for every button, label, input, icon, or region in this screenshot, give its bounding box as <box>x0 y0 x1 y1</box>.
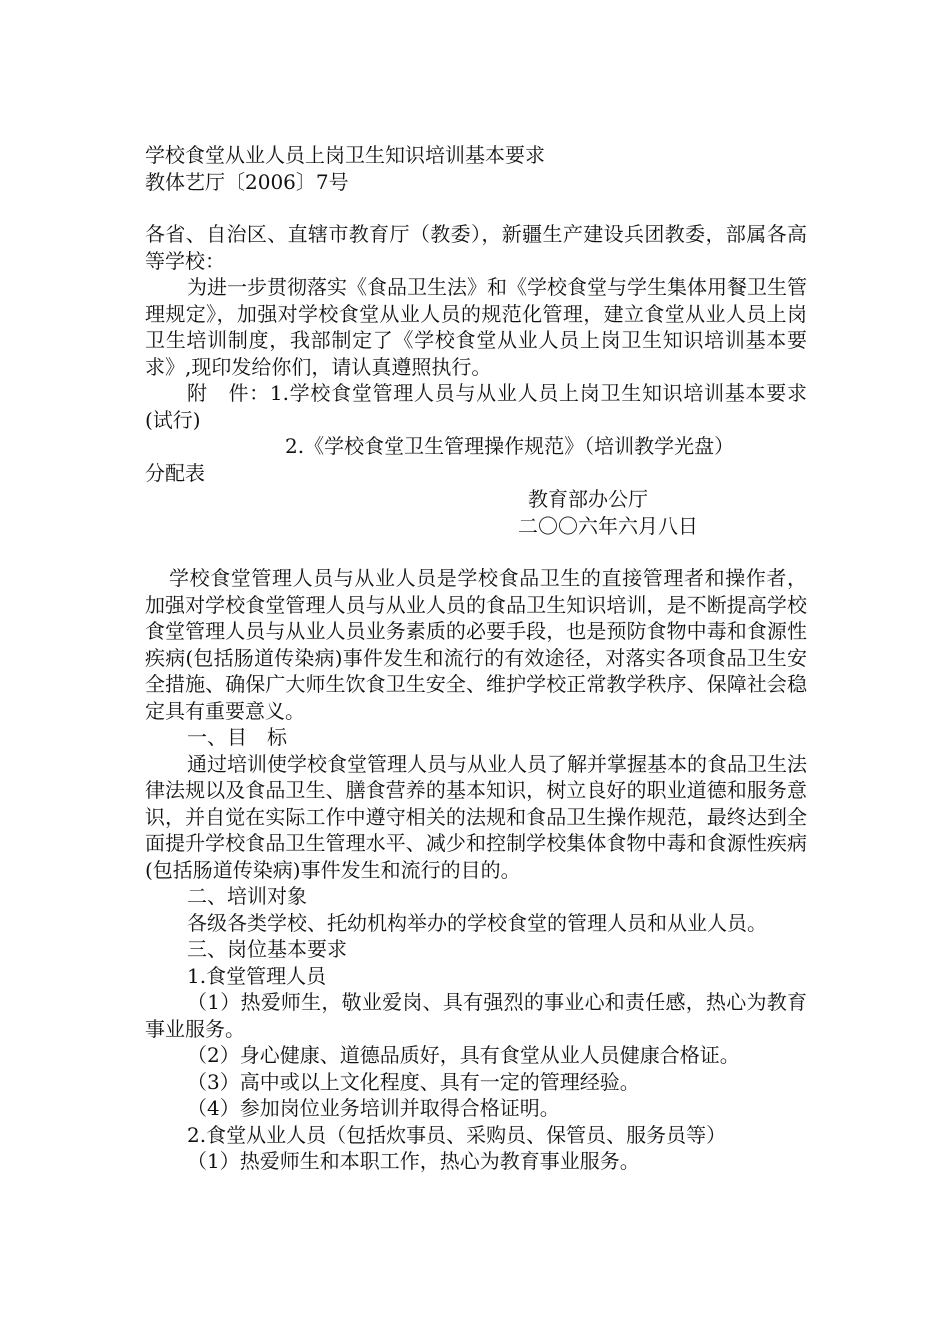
document-number: 教体艺厅〔2006〕7号 <box>145 169 349 194</box>
section-3-heading: 三、岗位基本要求 <box>187 937 347 961</box>
addressee: 各省、自治区、直辖市教育厅（教委），新疆生产建设兵团教委，部属各高等学校： <box>145 222 807 273</box>
subsection-1-item: （4）参加岗位业务培训并取得合格证明。 <box>187 1096 560 1120</box>
subsection-1-item: （1）热爱师生，敬业爱岗、具有强烈的事业心和责任感，热心为教育事业服务。 <box>145 990 807 1041</box>
spacer <box>145 195 807 221</box>
issue-date: 二〇〇六年六月八日 <box>518 513 698 538</box>
section-1-text: 通过培训使学校食堂管理人员与从业人员了解并掌握基本的食品卫生法律法规以及食品卫生、膳食营养的基本知识，树立良好的职业道德和服务意识，并自觉在实际工作中遵守相关的法规和食品卫生操作规范，最终达到全面提升学校食品卫生管理水平、减少和控制学校集体食物中毒和食源性疾病(包括肠道传染病)事件发生和流行的目的。 <box>145 751 807 882</box>
attachment-2-continued: 分配表 <box>145 460 205 485</box>
subsection-1-item: （2）身心健康、道德品质好，具有食堂从业人员健康合格证。 <box>187 1043 740 1067</box>
signer: 教育部办公厅 <box>528 487 648 511</box>
document-title: 学校食堂从业人员上岗卫生知识培训基本要求 <box>145 143 545 167</box>
spacer <box>145 539 807 565</box>
section-2-text: 各级各类学校、托幼机构举办的学校食堂的管理人员和从业人员。 <box>187 910 767 935</box>
intro-paragraph: 为进一步贯彻落实《食品卫生法》和《学校食堂与学生集体用餐卫生管理规定》，加强对学校食堂从业人员的规范化管理，建立食堂从业人员上岗卫生培训制度，我部制定了《学校食堂从业人员上岗卫生知识培训基本要求》,现印发给你们，请认真遵照执行。 <box>145 275 807 379</box>
section-2-heading: 二、培训对象 <box>187 884 307 908</box>
subsection-2-heading: 2.食堂从业人员（包括炊事员、采购员、保管员、服务员等） <box>187 1122 727 1147</box>
attachment-1: 附 件：1.学校食堂管理人员与从业人员上岗卫生知识培训基本要求(试行) <box>145 381 807 432</box>
document-body <box>145 142 807 1175</box>
section-1-heading: 一、目 标 <box>187 725 287 749</box>
subsection-1-item: （3）高中或以上文化程度、具有一定的管理经验。 <box>187 1069 640 1094</box>
subsection-1-heading: 1.食堂管理人员 <box>187 963 327 988</box>
attachment-2: 2.《学校食堂卫生管理操作规范》（培训教学光盘） <box>285 434 735 458</box>
subsection-2-item: （1）热爱师生和本职工作，热心为教育事业服务。 <box>187 1149 640 1173</box>
preamble-paragraph: 学校食堂管理人员与从业人员是学校食品卫生的直接管理者和操作者，加强对学校食堂管理人员与从业人员的食品卫生知识培训，是不断提高学校食堂管理人员与从业人员业务素质的必要手段，也是预防食物中毒和食源性疾病(包括肠道传染病)事件发生和流行的有效途径，对落实各项食品卫生安全措施、确保广大师生饮食卫生安全、维护学校正常教学秩序、保障社会稳定具有重要意义。 <box>145 566 807 723</box>
